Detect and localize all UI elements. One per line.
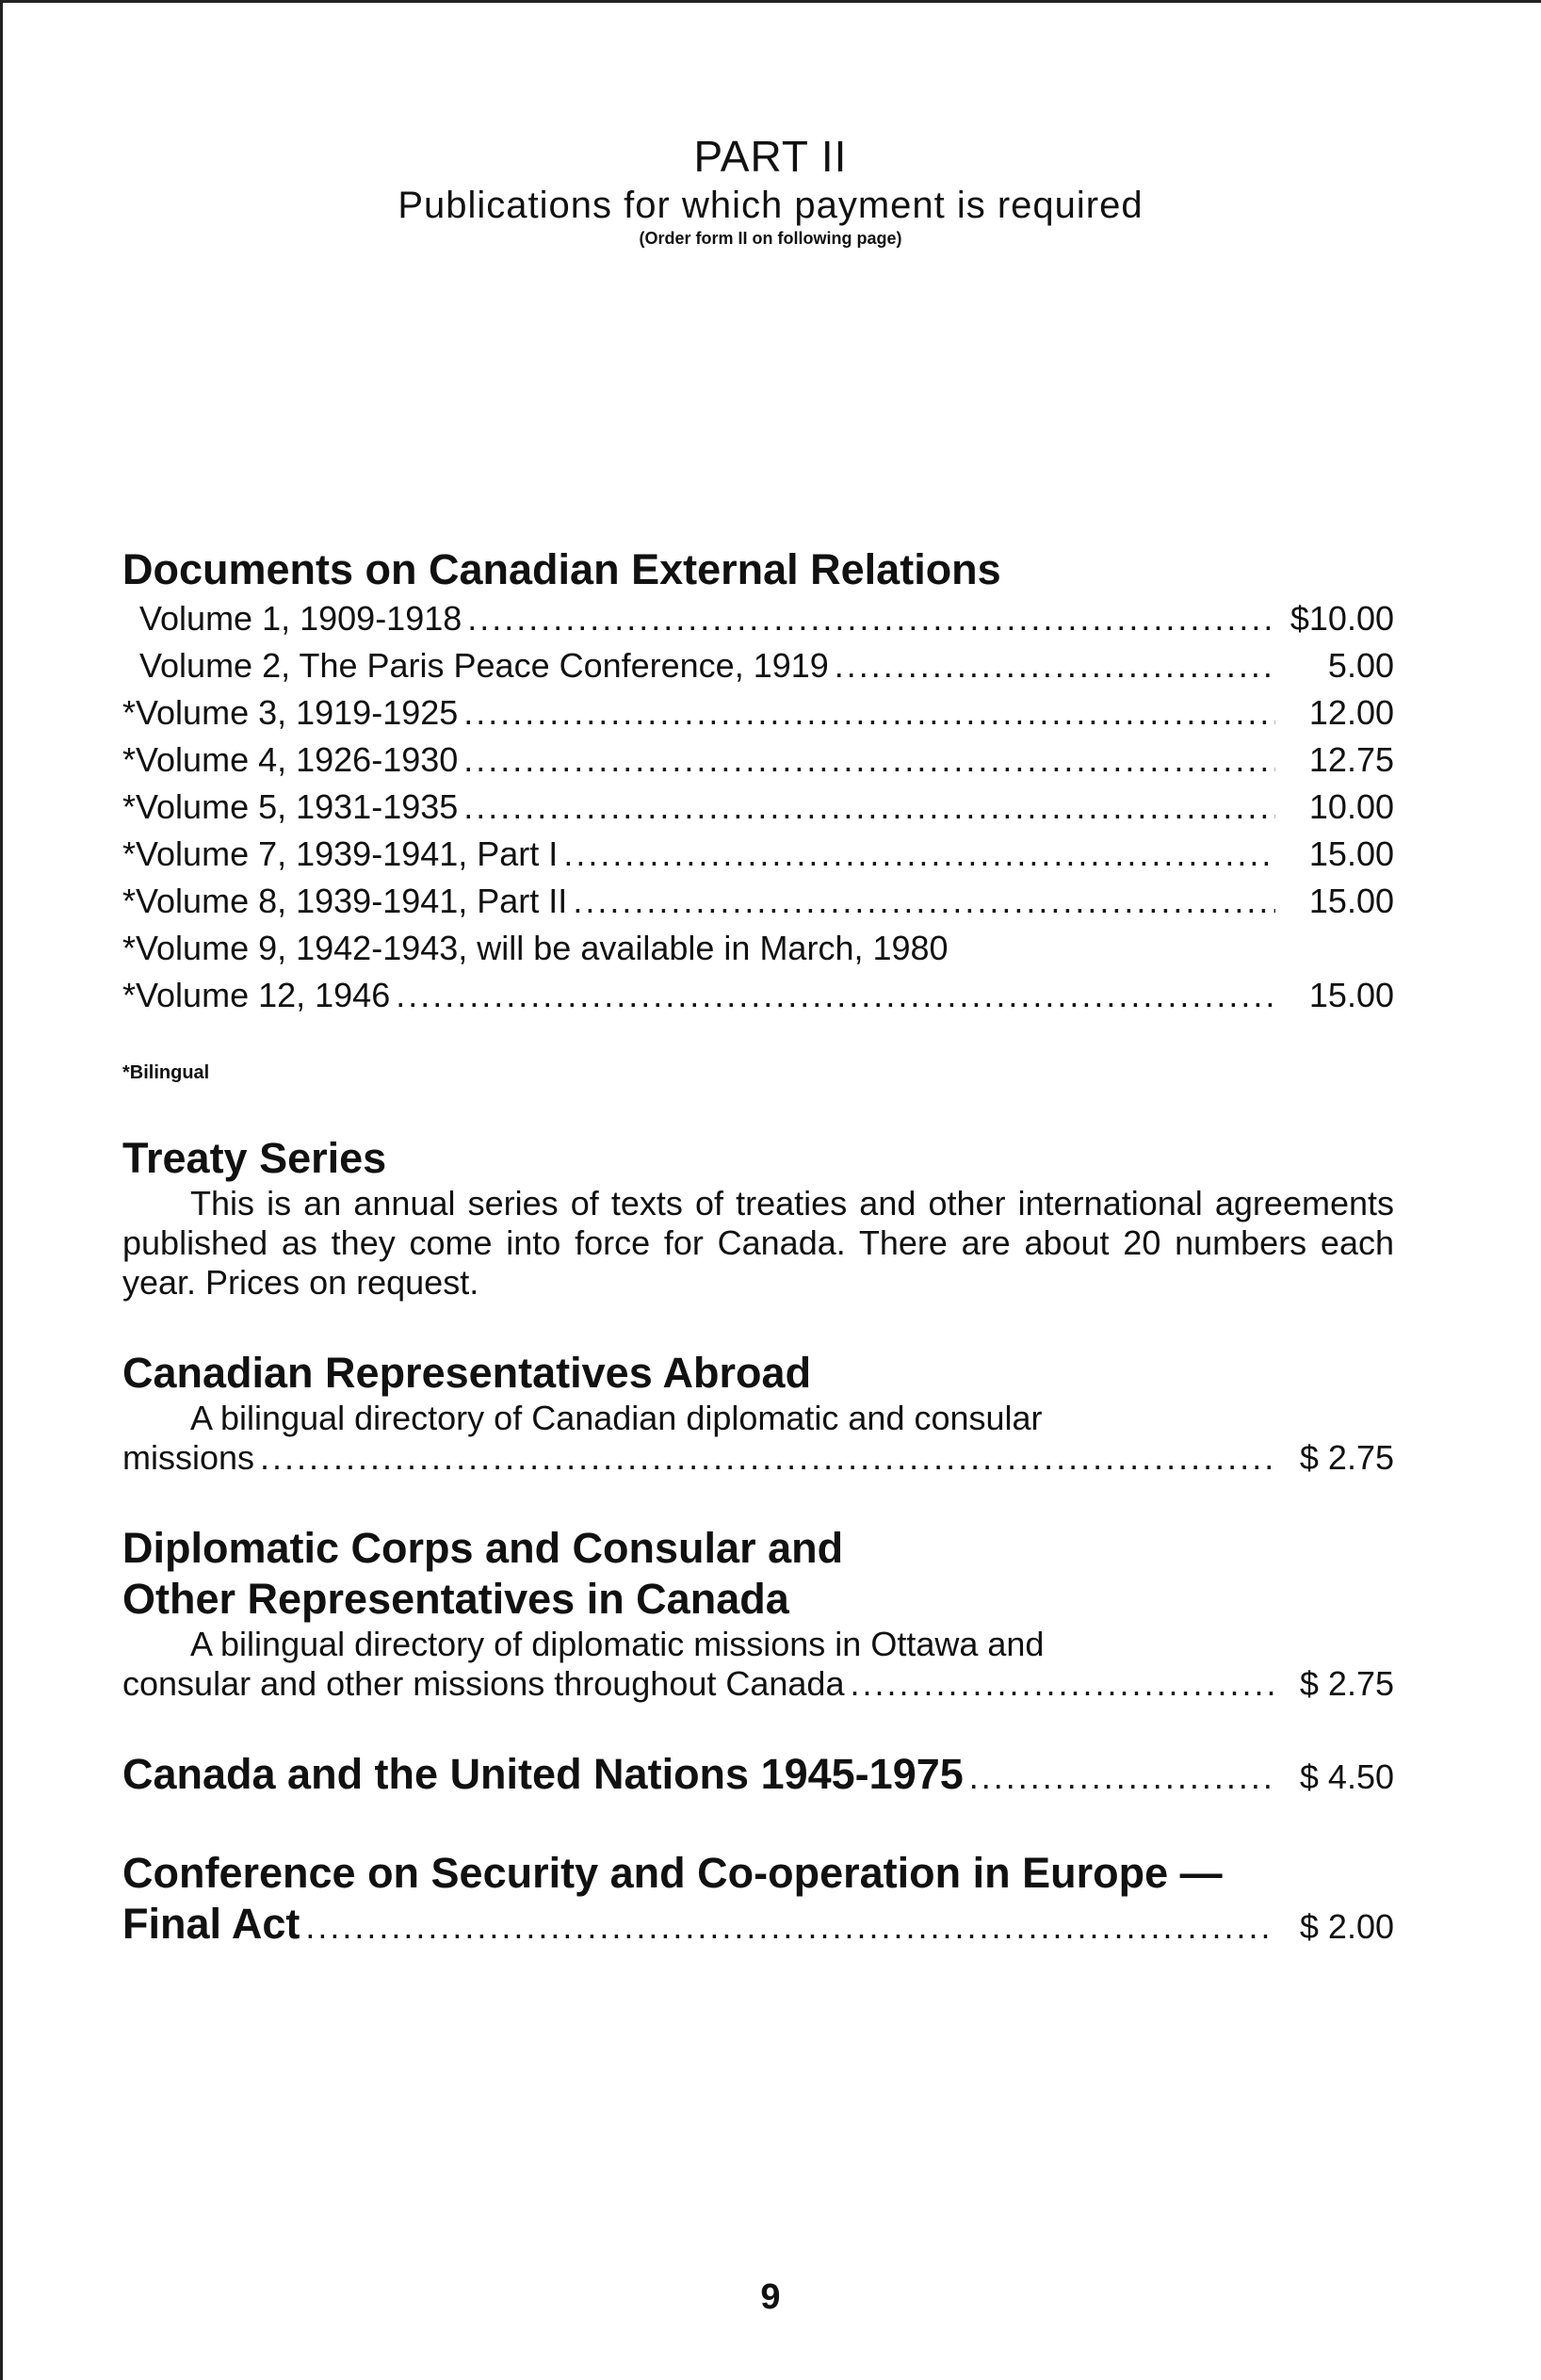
- list-item: [122, 642, 1394, 689]
- list-item: [122, 972, 1394, 1019]
- section-title-continued: Other Representatives in Canada: [122, 1575, 789, 1623]
- dot-leader: [835, 642, 1275, 689]
- publications-list: [122, 544, 1394, 1998]
- section-treaty-series: [122, 1133, 1394, 1303]
- dot-leader: [463, 689, 1275, 737]
- list-item: [122, 1438, 1394, 1478]
- list-item: [122, 831, 1394, 878]
- item-price: 10.00: [1308, 787, 1394, 826]
- section-description: A bilingual directory of Canadian diplomatic and consular: [190, 1399, 1043, 1437]
- item-price: 15.00: [1308, 834, 1394, 873]
- dot-leader: [260, 1438, 1275, 1478]
- list-item: [122, 689, 1394, 737]
- page-header: [0, 130, 1541, 249]
- section-title: Canadian Representatives Abroad: [122, 1349, 812, 1397]
- section-description: A bilingual directory of diplomatic missions in Ottawa and: [190, 1625, 1045, 1663]
- page-number: 9: [760, 2277, 781, 2317]
- item-label: Volume 1, 1909-1918: [139, 599, 462, 638]
- section-title: Canada and the United Nations 1945-1975: [122, 1750, 964, 1798]
- list-item: [122, 784, 1394, 831]
- page-border-left: [0, 0, 3, 2380]
- section-diplomatic-corps: [122, 1523, 1394, 1704]
- section-title-continued: Final Act: [122, 1900, 300, 1948]
- section-title: Documents on Canadian External Relations: [122, 545, 1001, 593]
- order-form-note: (Order form II on following page): [639, 229, 902, 248]
- item-price: 12.00: [1308, 693, 1394, 732]
- list-item: [122, 1899, 1394, 1952]
- page-border-top: [0, 0, 1541, 3]
- section-documents-external-relations: [122, 544, 1394, 1084]
- section-title: Treaty Series: [122, 1134, 387, 1182]
- item-label: *Volume 7, 1939-1941, Part I: [122, 834, 559, 873]
- dot-leader: [305, 1902, 1275, 1952]
- section-canada-united-nations: [122, 1749, 1394, 1803]
- item-label: *Volume 9, 1942-1943, will be available in March, 1980: [122, 929, 949, 967]
- part-title: PART II: [693, 132, 848, 181]
- dot-leader: [396, 972, 1275, 1019]
- item-label: Volume 2, The Paris Peace Conference, 1919: [139, 646, 829, 685]
- item-price: $ 2.75: [1299, 1664, 1394, 1703]
- list-item: [122, 595, 1394, 642]
- item-label: missions: [122, 1438, 255, 1477]
- item-label: *Volume 3, 1919-1925: [122, 693, 459, 732]
- dot-leader: [563, 831, 1275, 878]
- item-price: 15.00: [1308, 976, 1394, 1014]
- section-canadian-representatives-abroad: [122, 1348, 1394, 1478]
- section-title: Diplomatic Corps and Consular and: [122, 1524, 844, 1572]
- item-label: *Volume 12, 1946: [122, 976, 391, 1014]
- item-price: $10.00: [1290, 599, 1394, 638]
- dot-leader: [969, 1752, 1275, 1803]
- list-item: [122, 878, 1394, 925]
- list-item: [122, 925, 1394, 972]
- item-price: 12.75: [1308, 740, 1394, 779]
- list-item: [122, 1749, 1394, 1803]
- item-label: *Volume 8, 1939-1941, Part II: [122, 882, 568, 920]
- item-label: consular and other missions throughout Canada: [122, 1664, 845, 1703]
- list-item: [122, 737, 1394, 784]
- dot-leader: [573, 878, 1275, 925]
- dot-leader: [850, 1664, 1275, 1704]
- section-title: Conference on Security and Co-operation in Europe —: [122, 1849, 1223, 1897]
- dot-leader: [467, 595, 1275, 642]
- item-label: *Volume 5, 1931-1935: [122, 787, 459, 826]
- bilingual-footnote: *Bilingual: [122, 1062, 210, 1083]
- section-csce-final-act: [122, 1848, 1394, 1952]
- section-description: This is an annual series of texts of treaties and other international agreements published as they come into force for Canada. There are about 20 numbers each year. Prices on request.: [122, 1184, 1394, 1302]
- item-price: $ 4.50: [1299, 1757, 1394, 1796]
- item-label: *Volume 4, 1926-1930: [122, 740, 459, 779]
- item-price: $ 2.00: [1299, 1907, 1394, 1946]
- item-price: 5.00: [1327, 646, 1394, 685]
- part-subtitle: Publications for which payment is required: [397, 185, 1144, 226]
- item-price: $ 2.75: [1299, 1438, 1394, 1477]
- list-item: [122, 1664, 1394, 1704]
- item-price: 15.00: [1308, 882, 1394, 920]
- dot-leader: [463, 784, 1275, 831]
- dot-leader: [463, 737, 1275, 784]
